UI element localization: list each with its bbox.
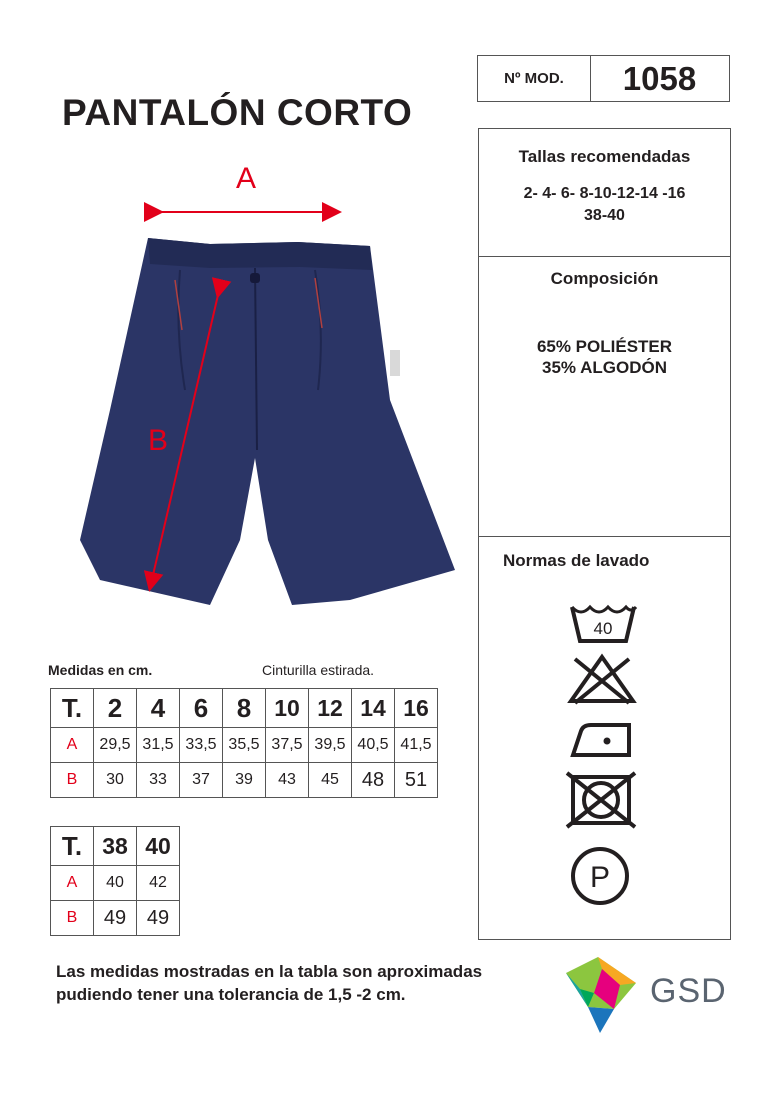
value-cell: 42 [137,866,180,901]
wash-40-icon [566,597,646,645]
model-number-box [477,55,730,102]
measurements-note: Cinturilla estirada. [262,662,375,678]
sizes-section [479,129,730,257]
composition-line-2: 35% ALGODÓN [541,358,667,377]
value-cell: 37 [180,763,223,798]
size-cell: 6 [180,689,223,728]
measure-a-label: A [236,162,257,195]
gsd-logo-icon [558,955,644,1035]
value-cell: 33 [137,763,180,798]
measure-b-label: B [148,424,169,457]
row-label-t: T. [51,689,94,728]
measurements-title: Medidas en cm. [48,662,153,678]
row-label-a: A [51,866,94,901]
model-label: Nº MOD. [478,56,591,101]
dry-clean-p-icon [568,844,632,908]
composition-section [479,257,730,537]
brand-name: GSD [650,972,727,1010]
measurements-table-adult [50,826,180,936]
sizes-list-adult: 38-40 [584,207,625,224]
value-cell: 49 [137,901,180,936]
washing-title: Normas de lavado [503,551,650,570]
size-cell: 2 [94,689,137,728]
row-label-t: T. [51,827,94,866]
page-title: PANTALÓN CORTO [62,92,413,133]
value-cell: 40 [94,866,137,901]
row-label-b: B [51,901,94,936]
value-cell: 40,5 [352,728,395,763]
size-cell: 14 [352,689,395,728]
value-cell: 49 [94,901,137,936]
size-cell: 12 [309,689,352,728]
table-row [51,866,180,901]
dry-clean-letter: P [589,861,611,894]
row-label-b: B [51,763,94,798]
value-cell: 41,5 [395,728,438,763]
sizes-title: Tallas recomendadas [518,147,691,166]
shorts-image [80,238,455,605]
info-panel [478,128,731,940]
size-cell: 38 [94,827,137,866]
iron-low-icon [567,719,637,759]
size-cell: 4 [137,689,180,728]
size-cell: 8 [223,689,266,728]
no-tumble-dry-icon [565,771,637,829]
value-cell: 33,5 [180,728,223,763]
table-row [51,689,438,728]
value-cell: 35,5 [223,728,266,763]
value-cell: 48 [352,763,395,798]
size-cell: 40 [137,827,180,866]
table-row [51,728,438,763]
no-bleach-icon [567,653,637,705]
composition-line-1: 65% POLIÉSTER [536,337,673,356]
value-cell: 39,5 [309,728,352,763]
value-cell: 45 [309,763,352,798]
value-cell: 30 [94,763,137,798]
value-cell: 39 [223,763,266,798]
shorts-diagram [60,160,480,620]
size-cell: 10 [266,689,309,728]
table-row [51,901,180,936]
measurements-table-children [50,688,438,798]
washing-section [479,537,730,939]
tolerance-disclaimer: Las medidas mostradas en la tabla son aproximadas pudiendo tener una tolerancia de 1,5 -2 cm. [56,962,483,1004]
table-row [51,827,180,866]
row-label-a: A [51,728,94,763]
size-cell: 16 [395,689,438,728]
table-row [51,763,438,798]
value-cell: 31,5 [137,728,180,763]
wash-temp: 40 [593,619,613,638]
value-cell: 37,5 [266,728,309,763]
value-cell: 51 [395,763,438,798]
composition-title: Composición [550,269,659,288]
value-cell: 43 [266,763,309,798]
sizes-list: 2- 4- 6- 8-10-12-14 -16 [523,185,686,202]
value-cell: 29,5 [94,728,137,763]
model-number: 1058 [622,59,697,97]
